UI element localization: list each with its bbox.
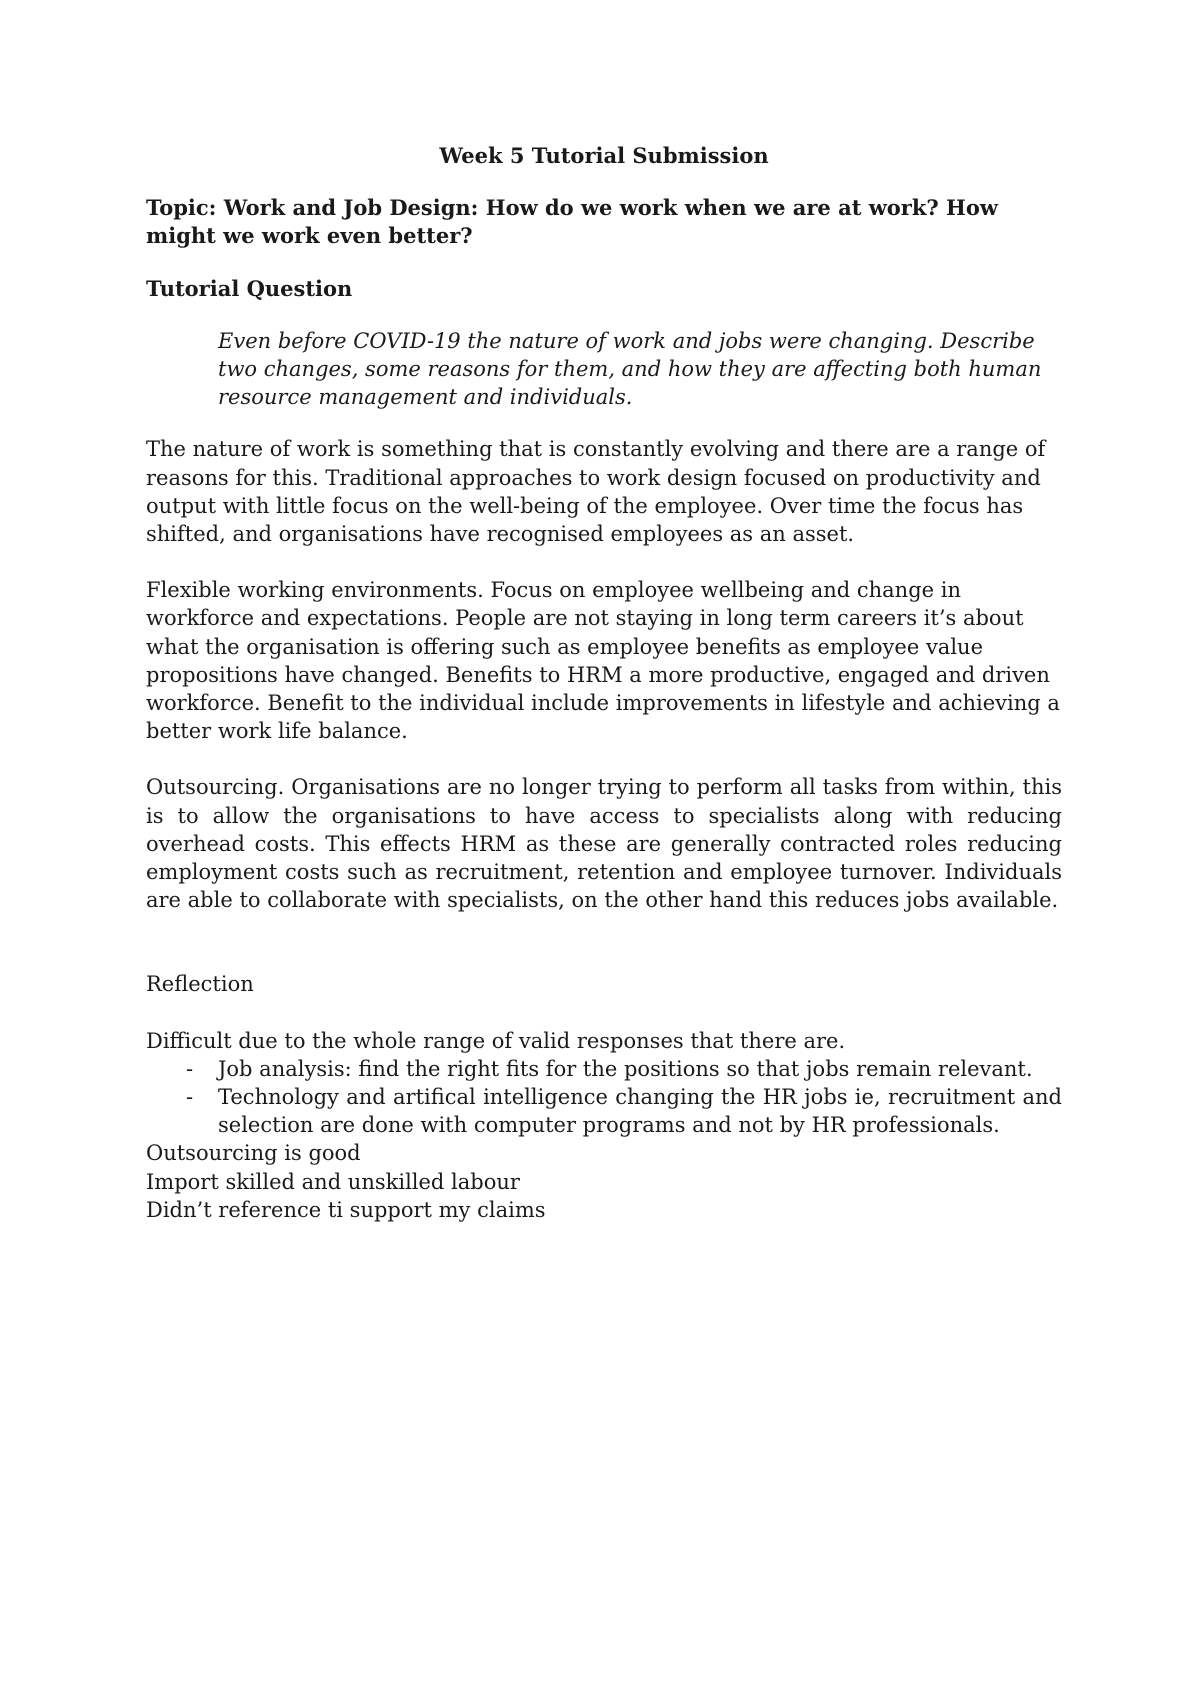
intro-paragraph: The nature of work is something that is constantly evolving and there are a range of reasons for this. Traditional approaches to work design focused on productivity and output with little focus on the well-being of the employee. Over time the focus has shifted, and organisations have recognised employees as an asset.: [146, 437, 1046, 547]
flexible-working-paragraph: Flexible working environments. Focus on employee wellbeing and change in workforce and expectations. People are not staying in long term careers it’s about what the organisation is offering such as employee benefits as employee value propositions have changed. Benefits to HRM a more productive, engaged and driven workforce. Benefit to the individual include improvements in lifestyle and achieving a better work life balance.: [146, 578, 1060, 744]
reflection-intro: Difficult due to the whole range of valid responses that there are.: [146, 1028, 846, 1053]
reflection-bullet: [146, 1083, 1062, 1139]
outsourcing-paragraph: Outsourcing. Organisations are no longer trying to perform all tasks from within, this is to allow the organisations to have access to specialists along with reducing overhead costs. This effects HRM as these are generally contracted roles reducing employment costs such as recruitment, retention and employee turnover. Individuals are able to collaborate with specialists, on the other hand this reduces jobs available.: [146, 775, 1062, 913]
reflection-heading: Reflection: [146, 972, 254, 997]
topic-heading: Topic: Work and Job Design: How do we work when we are at work? How might we work even better?: [146, 195, 998, 249]
reflection-line: Outsourcing is good: [146, 1141, 361, 1166]
reflection-line: Didn’t reference ti support my claims: [146, 1197, 546, 1222]
bullet-dash: -: [186, 1085, 194, 1110]
document-title: Week 5 Tutorial Submission: [439, 143, 769, 168]
tutorial-question-heading: Tutorial Question: [146, 275, 353, 301]
reflection-line: Import skilled and unskilled labour: [146, 1169, 520, 1194]
tutorial-question-text: Even before COVID-19 the nature of work and jobs were changing. Describe two changes, some reasons for them, and how they are affecting both human resource management and individuals.: [218, 328, 1042, 410]
bullet-dash: -: [186, 1056, 194, 1081]
reflection-bullet-text: Technology and artifical intelligence changing the HR jobs ie, recruitment and selection are done with computer programs and not by HR professionals.: [218, 1085, 1062, 1138]
document-page: [146, 142, 1062, 1224]
reflection-bullet-list: [146, 1055, 1062, 1140]
reflection-bullet-text: Job analysis: find the right fits for the positions so that jobs remain relevant.: [218, 1056, 1033, 1081]
reflection-bullet: [146, 1055, 1062, 1083]
